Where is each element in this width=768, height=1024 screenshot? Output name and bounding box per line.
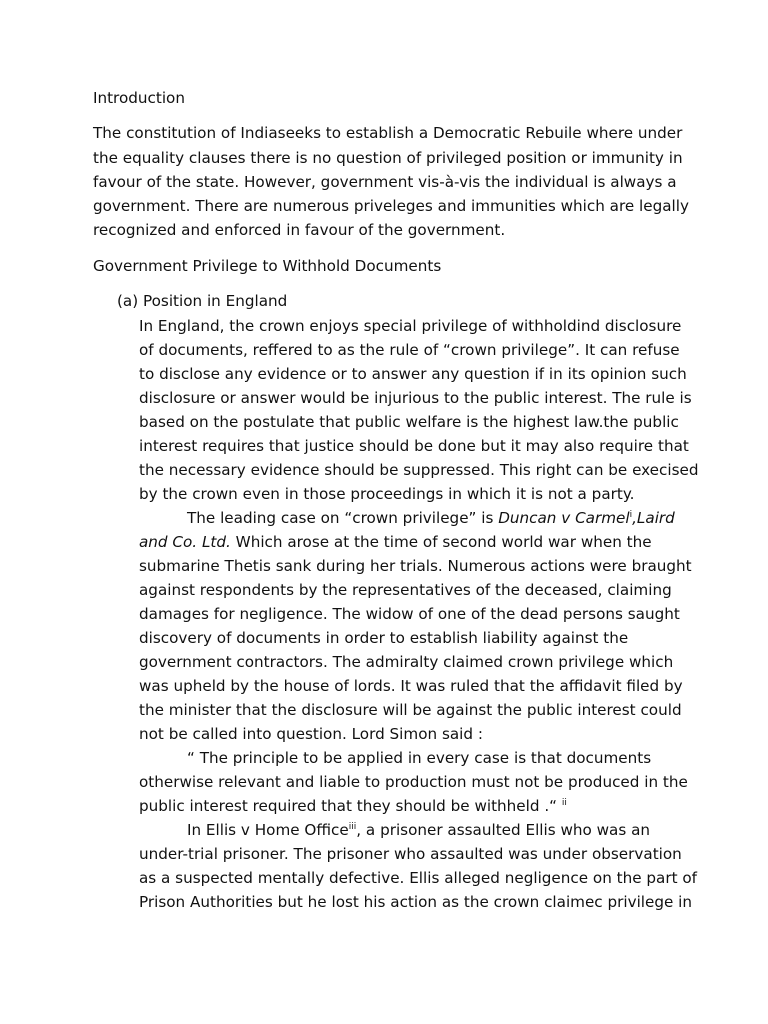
page-heading: Introduction [93, 89, 185, 107]
subsection-title: Position in England [143, 292, 288, 310]
para2-line-3: submarine Thetis sank during her trials. Numerous actions were braught [139, 557, 692, 575]
para1-line-2: of documents, reffered to as the rule of “crown privilege”. It can refuse [139, 341, 680, 359]
case-citation: Duncan v Carmel [498, 509, 630, 527]
para3-line-1 [187, 820, 650, 840]
para3-text: In Ellis v Home Office [187, 821, 349, 839]
intro-line-4: government. There are numerous priveleges and immunities which are legally [93, 197, 689, 215]
para1-line-8: by the crown even in those proceedings in which it is not a party. [139, 485, 635, 503]
para3-text: , a prisoner assaulted Ellis who was an [356, 821, 651, 839]
endnote-marker[interactable]: iii [348, 821, 357, 832]
para2-text: The leading case on “crown privilege” is [187, 509, 499, 527]
intro-line-3: favour of the state. However, government vis-à-vis the individual is always a [93, 173, 677, 191]
para2-text: Which arose at the time of second world war when the [230, 533, 652, 551]
quote-text: public interest required that they should be withheld .“ [139, 797, 562, 815]
case-citation-continued: and Co. Ltd. [139, 533, 231, 551]
para1-line-1: In England, the crown enjoys special privilege of withholdind disclosure [139, 317, 682, 335]
endnote-marker[interactable]: ii [561, 797, 567, 808]
para2-line-5: damages for negligence. The widow of one of the dead persons saught [139, 605, 680, 623]
para3-line-4: Prison Authorities but he lost his action as the crown claimec privilege in [139, 893, 693, 911]
intro-line-1: The constitution of Indiaseeks to establish a Democratic Rebuile where under [93, 124, 683, 142]
para2-line-1 [187, 508, 675, 528]
section-heading: Government Privilege to Withhold Documents [93, 257, 442, 275]
para2-line-2 [139, 532, 652, 552]
quote-line-1: “ The principle to be applied in every case is that documents [187, 749, 652, 767]
subsection-marker: (a) [117, 292, 139, 310]
case-citation-tail: ,Laird [632, 509, 675, 527]
para2-line-10: not be called into question. Lord Simon said : [139, 725, 483, 743]
para1-line-3: to disclose any evidence or to answer any question if in its opinion such [139, 365, 687, 383]
quote-line-2: otherwise relevant and liable to production must not be produced in the [139, 773, 688, 791]
intro-line-5: recognized and enforced in favour of the government. [93, 221, 506, 239]
quote-line-3 [139, 796, 567, 816]
para3-line-2: under-trial prisoner. The prisoner who assaulted was under observation [139, 845, 682, 863]
para2-line-7: government contractors. The admiralty claimed crown privilege which [139, 653, 674, 671]
endnote-marker[interactable]: i [629, 509, 633, 520]
para1-line-7: the necessary evidence should be suppressed. This right can be execised [139, 461, 699, 479]
para2-line-9: the minister that the disclosure will be against the public interest could [139, 701, 682, 719]
intro-line-2: the equality clauses there is no question of privileged position or immunity in [93, 149, 683, 167]
para1-line-4: disclosure or answer would be injurious to the public interest. The rule is [139, 389, 692, 407]
subsection-heading [117, 291, 287, 311]
para2-line-4: against respondents by the representatives of the deceased, claiming [139, 581, 672, 599]
para1-line-5: based on the postulate that public welfare is the highest law.the public [139, 413, 679, 431]
para2-line-6: discovery of documents in order to establish liability against the [139, 629, 629, 647]
para3-line-3: as a suspected mentally defective. Ellis alleged negligence on the part of [139, 869, 698, 887]
para1-line-6: interest requires that justice should be done but it may also require that [139, 437, 689, 455]
para2-line-8: was upheld by the house of lords. It was ruled that the affidavit filed by [139, 677, 683, 695]
